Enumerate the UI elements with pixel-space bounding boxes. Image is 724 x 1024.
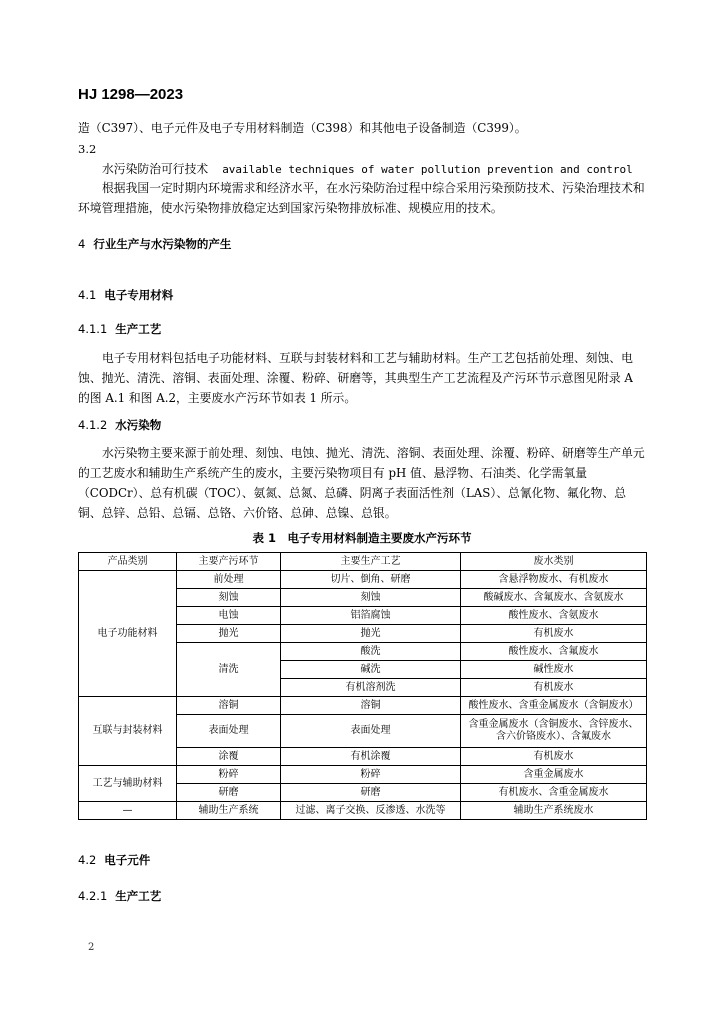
table-header-cell: 主要产污环节 <box>177 553 281 571</box>
section-4-number: 4 <box>78 237 86 251</box>
page-number: 2 <box>88 942 95 953</box>
table-cell: 清洗 <box>177 643 281 697</box>
table-cell: 辅助生产系统 <box>177 802 281 820</box>
intro-line: 造（C397）、电子元件及电子专用材料制造（C398）和其他电子设备制造（C399）。 <box>78 121 527 135</box>
category-cell: 电子功能材料 <box>79 571 177 697</box>
table-cell: 含悬浮物废水、有机废水 <box>461 571 647 589</box>
table-row <box>79 766 647 784</box>
section-4-1-2-title: 水污染物 <box>115 418 162 432</box>
table-header-row <box>79 553 647 571</box>
table-cell: 刻蚀 <box>281 589 461 607</box>
table-cell: 研磨 <box>177 784 281 802</box>
section-4-1-1-number: 4.1.1 <box>78 322 108 336</box>
table-cell: 碱性废水 <box>461 661 647 679</box>
table-cell: 切片、倒角、研磨 <box>281 571 461 589</box>
table-cell: 溶铜 <box>177 697 281 715</box>
table-caption: 表 1 电子专用材料制造主要废水产污环节 <box>252 531 472 545</box>
table-cell: 粉碎 <box>281 766 461 784</box>
table-cell: 酸碱废水、含氟废水、含氨废水 <box>461 589 647 607</box>
table-row <box>79 697 647 715</box>
table-cell: 电蚀 <box>177 607 281 625</box>
table-row <box>79 571 647 589</box>
table-header-cell: 废水类别 <box>461 553 647 571</box>
table-cell: 溶铜 <box>281 697 461 715</box>
term-chinese: 水污染防治可行技术 <box>102 162 209 176</box>
table-cell: 粉碎 <box>177 766 281 784</box>
table-cell: 涂覆 <box>177 748 281 766</box>
section-4-1-2-number: 4.1.2 <box>78 418 108 432</box>
section-4-2-heading <box>78 852 150 868</box>
term-english: available techniques of water pollution prevention and control <box>222 163 633 176</box>
table-cell: 有机废水 <box>461 625 647 643</box>
section-4-2-1-number: 4.2.1 <box>78 889 108 903</box>
standard-code-header: HJ 1298—2023 <box>78 86 184 103</box>
section-4-title: 行业生产与水污染物的产生 <box>93 237 232 251</box>
table-cell: 有机废水 <box>461 748 647 766</box>
table-cell: 酸性废水、含重金属废水（含铜废水） <box>461 697 647 715</box>
section-4-1-title: 电子专用材料 <box>104 288 174 302</box>
category-cell: 工艺与辅助材料 <box>79 766 177 802</box>
table-header-cell: 产品类别 <box>79 553 177 571</box>
table-cell: 表面处理 <box>177 715 281 748</box>
section-4-2-title: 电子元件 <box>104 853 151 867</box>
section-4-1-heading <box>78 287 173 303</box>
wastewater-sources-table <box>78 552 647 820</box>
section-4-1-1-text: 电子专用材料包括电子功能材料、互联与封装材料和工艺与辅助材料。生产工艺包括前处理、刻蚀、电蚀、抛光、清洗、溶铜、表面处理、涂覆、粉碎、研磨等，其典型生产工艺流程及产污环节示意图见附录 A 的图 A.1 和图 A.2，主要废水产污环节如表 1 所示。 <box>78 351 633 405</box>
section-4-2-number: 4.2 <box>78 853 97 867</box>
table-cell: 含重金属废水 <box>461 766 647 784</box>
table-cell: 过滤、离子交换、反渗透、水洗等 <box>281 802 461 820</box>
table-cell: 有机废水、含重金属废水 <box>461 784 647 802</box>
table-cell: 辅助生产系统废水 <box>461 802 647 820</box>
section-3-2-number: 3.2 <box>78 142 97 156</box>
table-cell: 抛光 <box>281 625 461 643</box>
table-cell: 表面处理 <box>281 715 461 748</box>
table-cell: 有机涂覆 <box>281 748 461 766</box>
table-cell: 有机溶剂洗 <box>281 679 461 697</box>
table-header-cell: 主要生产工艺 <box>281 553 461 571</box>
category-cell: — <box>79 802 177 820</box>
table-cell: 研磨 <box>281 784 461 802</box>
term-heading <box>102 160 633 177</box>
term-definition: 根据我国一定时期内环境需求和经济水平，在水污染防治过程中综合采用污染预防技术、污染治理技术和环境管理措施，使水污染物排放稳定达到国家污染物排放标准、规模应用的技术。 <box>78 181 645 215</box>
table-row <box>79 802 647 820</box>
section-4-1-1-heading <box>78 321 161 337</box>
section-4-1-2-text: 水污染物主要来源于前处理、刻蚀、电蚀、抛光、清洗、溶铜、表面处理、涂覆、粉碎、研磨等生产单元的工艺废水和辅助生产系统产生的废水，主要污染物项目有 pH 值、悬浮物、石油类、化学需氧量（CODCr）、总有机碳（TOC）、氨氮、总氮、总磷、阴离子表面活性剂（LAS）、总氰化物、氟化物、总铜、总锌、总铅、总镉、总铬、六价铬、总砷、总镍、总银。 <box>78 446 645 520</box>
table-cell: 铝箔腐蚀 <box>281 607 461 625</box>
table-cell: 抛光 <box>177 625 281 643</box>
section-4-2-1-heading <box>78 888 161 904</box>
table-cell: 酸性废水、含氨废水 <box>461 607 647 625</box>
section-4-heading <box>78 236 231 252</box>
table-cell: 有机废水 <box>461 679 647 697</box>
section-4-2-1-title: 生产工艺 <box>115 889 162 903</box>
table-cell: 前处理 <box>177 571 281 589</box>
table-cell: 酸洗 <box>281 643 461 661</box>
table-cell: 酸性废水、含氟废水 <box>461 643 647 661</box>
section-4-1-2-heading <box>78 417 161 433</box>
section-4-1-number: 4.1 <box>78 288 97 302</box>
section-4-1-1-title: 生产工艺 <box>115 322 162 336</box>
table-cell: 碱洗 <box>281 661 461 679</box>
table-cell: 刻蚀 <box>177 589 281 607</box>
category-cell: 互联与封装材料 <box>79 697 177 766</box>
table-cell: 含重金属废水（含铜废水、含锌废水、含六价铬废水）、含氟废水 <box>461 715 647 748</box>
